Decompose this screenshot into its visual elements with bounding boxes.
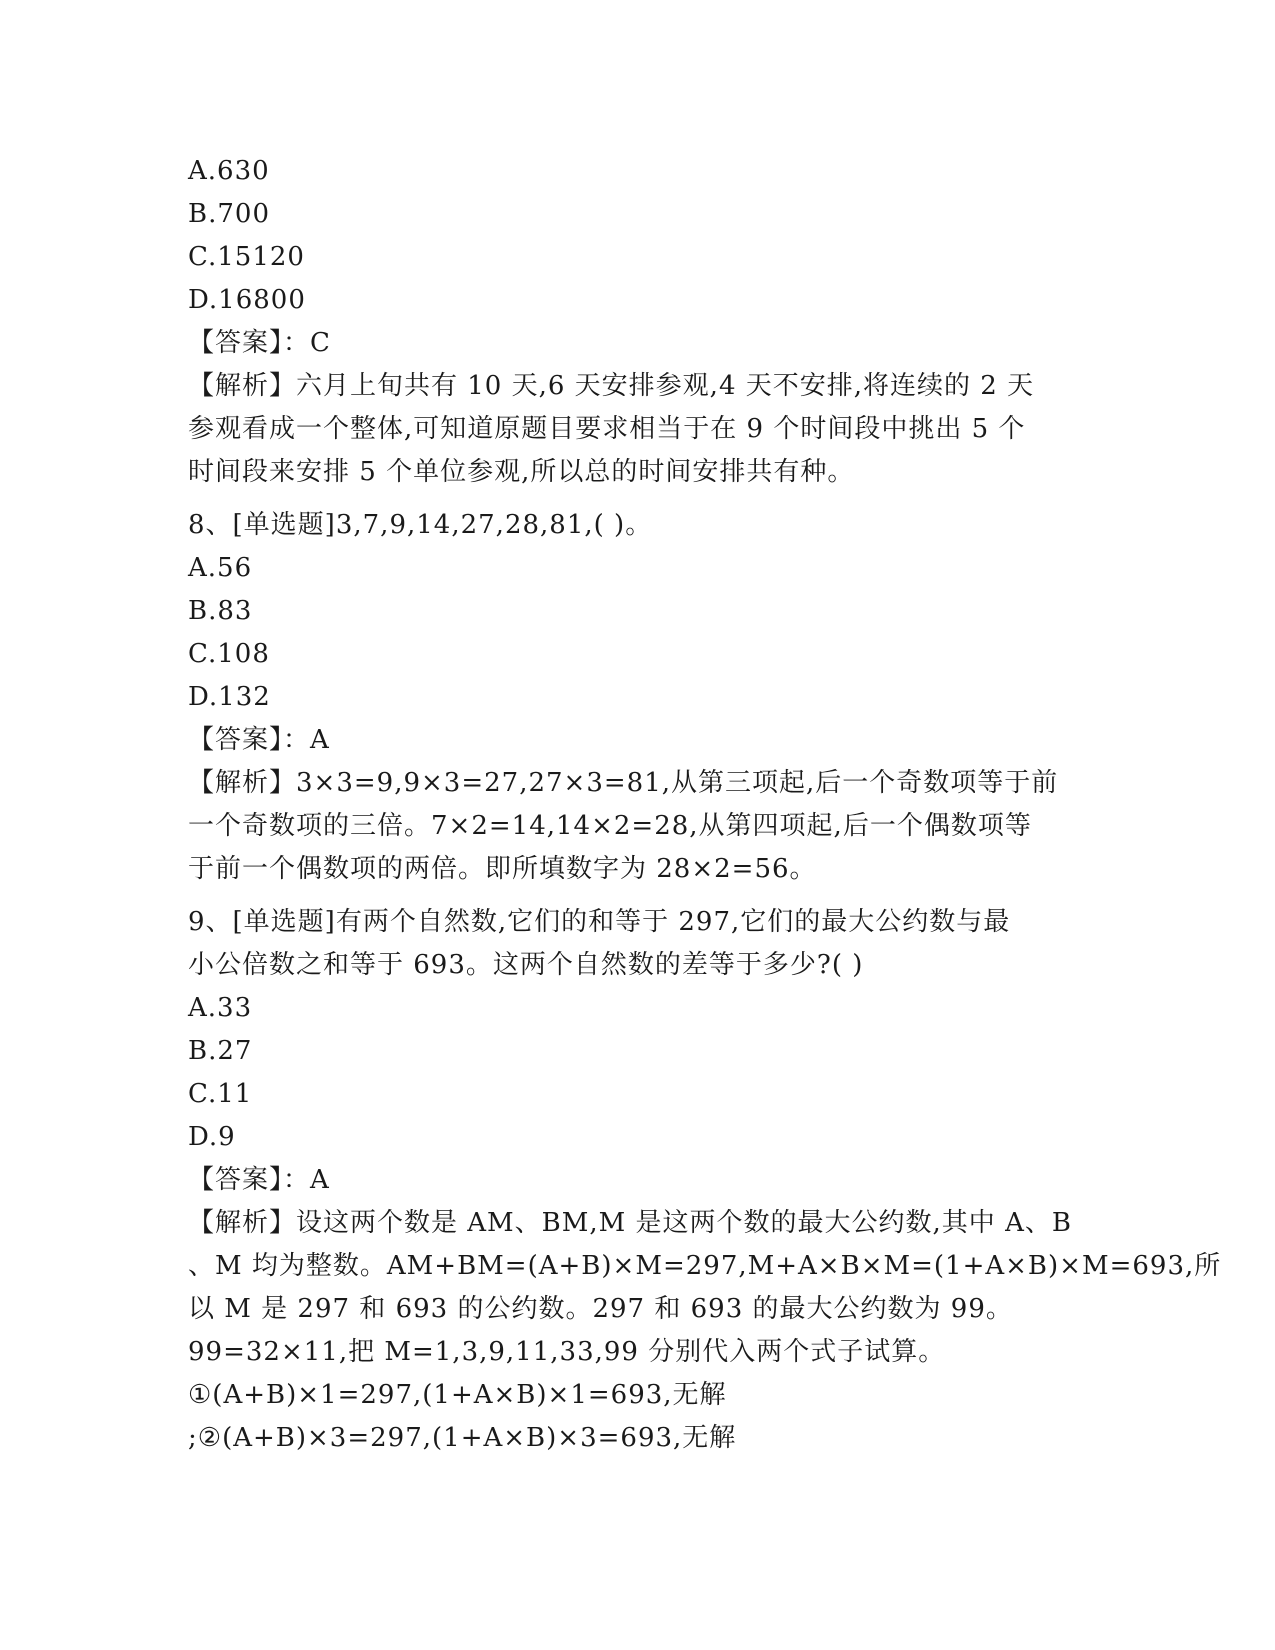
analysis-line: ;②(A+B)×3=297,(1+A×B)×3=693,无解 bbox=[188, 1423, 737, 1453]
question-gap bbox=[188, 494, 1088, 504]
analysis-line: ①(A+B)×1=297,(1+A×B)×1=693,无解 bbox=[188, 1380, 727, 1410]
option-b: B.700 bbox=[188, 199, 270, 229]
document-page bbox=[188, 150, 1222, 1460]
analysis-line: 【解析】设这两个数是 AM、BM,M 是这两个数的最大公约数,其中 A、B bbox=[188, 1208, 1072, 1238]
answer-line: 【答案】：C bbox=[188, 328, 331, 358]
analysis-line: 以 M 是 297 和 693 的公约数。297 和 693 的最大公约数为 99。 bbox=[188, 1294, 1013, 1324]
analysis-line: 99=32×11,把 M=1,3,9,11,33,99 分别代入两个式子试算。 bbox=[188, 1337, 946, 1367]
option-c: C.11 bbox=[188, 1079, 253, 1109]
option-c: C.108 bbox=[188, 639, 270, 669]
question-stem: 小公倍数之和等于 693。这两个自然数的差等于多少?( ) bbox=[188, 950, 864, 980]
analysis-line: 一个奇数项的三倍。7×2=14,14×2=28,从第四项起,后一个偶数项等 bbox=[188, 811, 1032, 841]
answer-line: 【答案】：A bbox=[188, 1165, 330, 1195]
question-8-block bbox=[188, 504, 1088, 891]
analysis-line: 【解析】3×3=9,9×3=27,27×3=81,从第三项起,后一个奇数项等于前 bbox=[188, 768, 1059, 798]
analysis-line: 【解析】六月上旬共有 10 天,6 天安排参观,4 天不安排,将连续的 2 天 bbox=[188, 371, 1035, 401]
answer-line: 【答案】：A bbox=[188, 725, 330, 755]
analysis-line: 时间段来安排 5 个单位参观,所以总的时间安排共有种。 bbox=[188, 457, 855, 487]
option-a: A.33 bbox=[188, 993, 253, 1023]
option-b: B.83 bbox=[188, 596, 253, 626]
option-a: A.56 bbox=[188, 553, 253, 583]
option-b: B.27 bbox=[188, 1036, 253, 1066]
analysis-line: 于前一个偶数项的两倍。即所填数字为 28×2=56。 bbox=[188, 854, 817, 884]
question-stem: 8、[单选题]3,7,9,14,27,28,81,( )。 bbox=[188, 510, 653, 540]
option-d: D.16800 bbox=[188, 285, 306, 315]
option-c: C.15120 bbox=[188, 242, 305, 272]
question-9-block bbox=[188, 901, 1222, 1460]
question-stem: 9、[单选题]有两个自然数,它们的和等于 297,它们的最大公约数与最 bbox=[188, 907, 1011, 937]
analysis-line: 、M 均为整数。AM+BM=(A+B)×M=297,M+A×B×M=(1+A×B)×M=693,所 bbox=[188, 1251, 1222, 1281]
prev-question-block bbox=[188, 150, 1088, 494]
option-a: A.630 bbox=[188, 156, 270, 186]
option-d: D.132 bbox=[188, 682, 271, 712]
question-gap bbox=[188, 891, 1088, 901]
analysis-line: 参观看成一个整体,可知道原题目要求相当于在 9 个时间段中挑出 5 个 bbox=[188, 414, 1026, 444]
option-d: D.9 bbox=[188, 1122, 236, 1152]
